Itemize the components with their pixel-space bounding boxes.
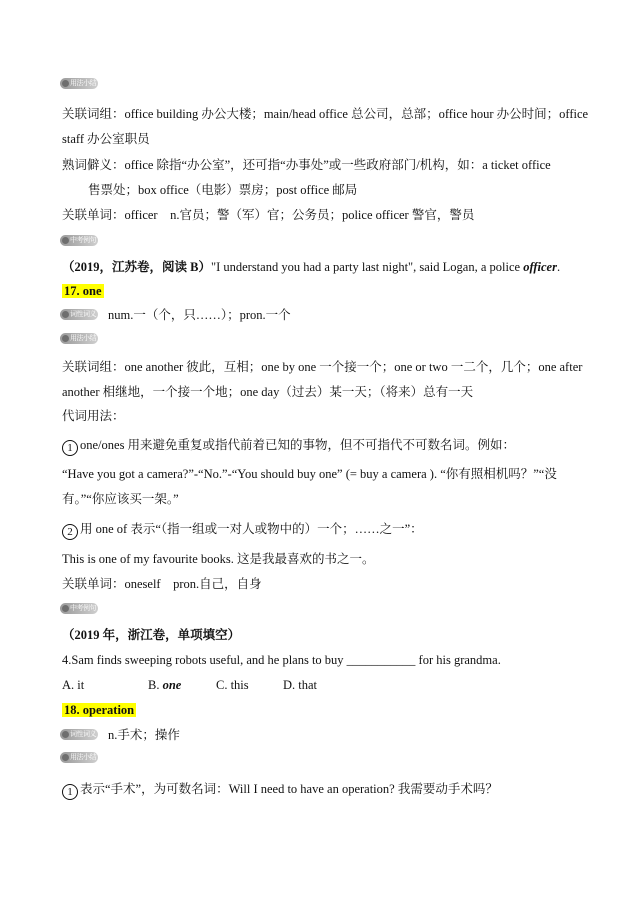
office-related-word: 关联单词：officer n.官员；警（军）官；公务员；police officer 警官，警员 [62, 208, 475, 222]
circled-number-2: 2 [62, 524, 78, 540]
one-usage-1: 1 one/ones 用来避免重复或指代前着已知的事物，但不可指代不可数名词。例如： [62, 437, 515, 456]
summary-tag: 用法小结 [60, 333, 98, 344]
heading-operation: 18. operation [64, 703, 135, 717]
exam-tag: 中考例句 [60, 235, 98, 246]
one-phrases-cont: another 相继地，一个接一个地；one day（过去）某一天；（将来）总有一天 [62, 385, 474, 399]
office-phrases: 关联词组：office building 办公大楼；main/head office 总公司，总部；office hour 办公时间；office [62, 107, 589, 121]
exam-end: . [556, 260, 561, 274]
exam-option-c: C. this [216, 678, 249, 692]
one-meaning: num.一（个，只……）；pron.一个 [108, 308, 291, 322]
heading-one: 17. one [64, 284, 102, 298]
pos-tag: 词性词义 [60, 309, 98, 320]
exam-text: "I understand you had a party last night", said Logan, a police [210, 260, 524, 274]
one-usage-1-example-cont: 有。”“你应该买一架。” [62, 492, 179, 506]
operation-meaning: n.手术；操作 [108, 728, 180, 742]
one-related-word: 关联单词：oneself pron.自己，自身 [62, 577, 262, 591]
one-phrases: 关联词组：one another 彼此，互相；one by one 一个接一个；one or two 一二个，几个；one after [62, 360, 583, 374]
exam-source-2: （2019 年，浙江卷，单项填空） [62, 628, 241, 642]
exam-option-d: D. that [283, 678, 318, 692]
pos-tag: 词性词义 [60, 729, 98, 740]
pronoun-usage-title: 代词用法： [62, 409, 125, 423]
operation-usage-1: 1 表示“手术”，为可数名词：Will I need to have an operation? 我需要动手术吗？ [62, 781, 498, 800]
exam-question: 4.Sam finds sweeping robots useful, and he plans to buy ___________ for his grandma. [62, 653, 501, 667]
exam-keyword: officer [523, 260, 557, 274]
exam-option-a: A. it [62, 678, 85, 692]
office-exam-sentence [62, 259, 560, 275]
circled-number-1: 1 [62, 784, 78, 800]
office-idiom-cont: 售票处；box office（电影）票房；post office 邮局 [88, 183, 358, 197]
exam-tag: 中考例句 [60, 603, 98, 614]
office-phrases-cont: staff 办公室职员 [62, 132, 150, 146]
office-idiom: 熟词僻义：office 除指“办公室”，还可指“办事处”或一些政府部门/机构，如：a ticket office [62, 158, 551, 172]
summary-tag: 用法小结 [60, 752, 98, 763]
exam-option-b: B. one [148, 678, 182, 692]
one-usage-2: 2 用 one of 表示“（指一组或一对人或物中的）一个；……之一”： [62, 521, 423, 540]
one-usage-2-example: This is one of my favourite books. 这是我最喜欢的书之一。 [62, 552, 375, 566]
summary-tag: 用法小结 [60, 78, 98, 89]
exam-source: （2019，江苏卷，阅读 B） [62, 260, 211, 274]
one-usage-1-example: “Have you got a camera?”-“No.”-“You should buy one” (= buy a camera ). “你有照相机吗？”“没 [62, 467, 557, 481]
circled-number-1: 1 [62, 440, 78, 456]
